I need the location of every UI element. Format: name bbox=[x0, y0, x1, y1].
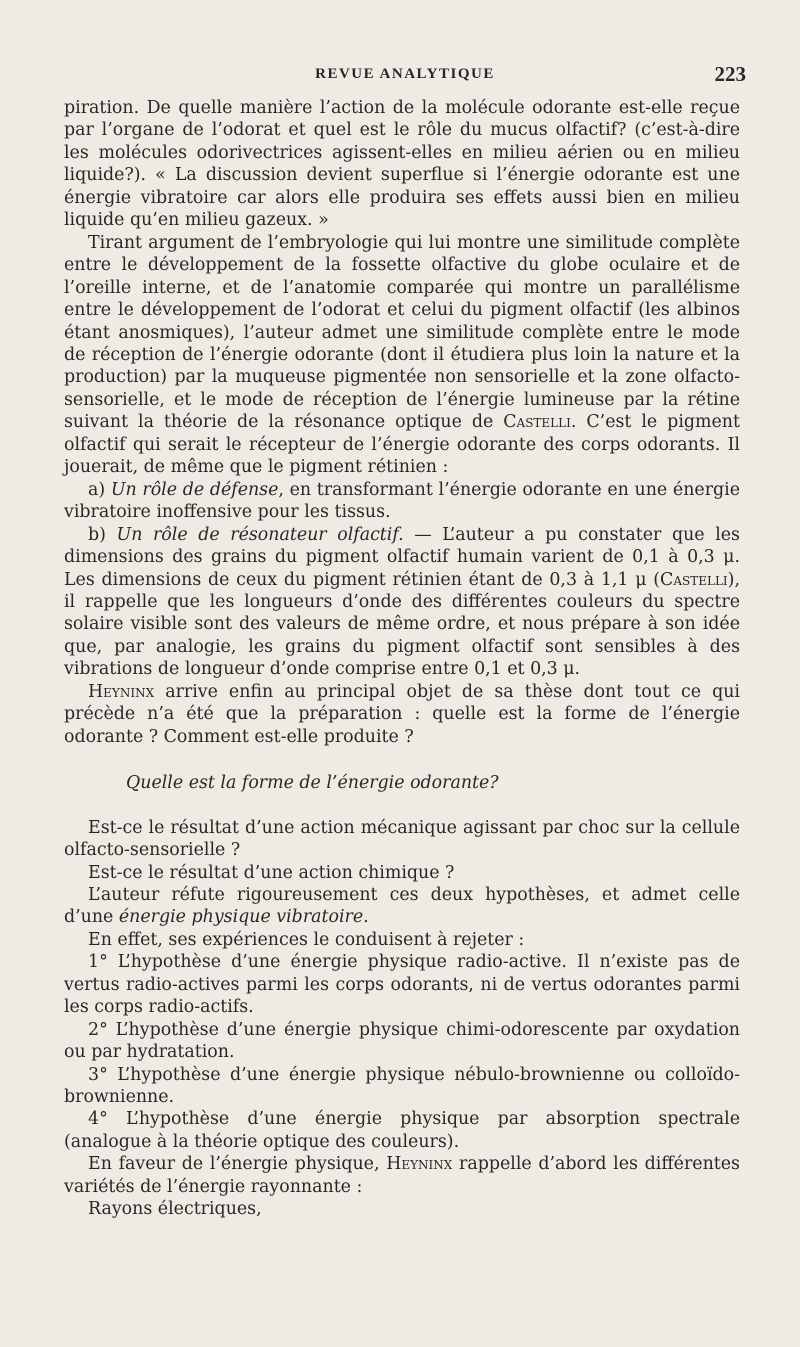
hypothesis-4: 4° L’hypothèse d’une énergie physique par absorption spectrale (analogue à la théorie optique des couleurs). bbox=[64, 1109, 740, 1152]
paragraph-text: — L’auteur a pu constater que les dimensions des grains du pigment olfactif humain varient de 0,1 à 0,3 μ. Les dimensions de ceux du pigment rétinien étant de 0,3 à 1,1 μ ( bbox=[64, 524, 740, 590]
italic-term: énergie physique vibratoire. bbox=[118, 907, 369, 928]
paragraph-text: , en transformant l’énergie odorante en une énergie vibratoire inoffensive pour les tissus. bbox=[64, 479, 740, 523]
list-label: a) bbox=[88, 479, 111, 500]
paragraph-text: . C’est le pigment olfactif qui serait le récepteur de l’énergie odorante des corps odorants. Il jouerait, de même que le pigment rétinien : bbox=[64, 412, 740, 478]
paragraph-continuation: piration. De quelle manière l’action de la molécule odorante est-elle reçue par l’organe de l’odorat et quel est le rôle du mucus olfactif? (c’est-à-dire les molécules odorivectrices agissent-elles en milieu aérien ou en milieu liquide?). « La discussion devient superflue si l’énergie odorante est une énergie vibratoire car alors elle produira ses effets aussi bien en milieu liquide qu’en milieu gazeux. » bbox=[64, 98, 740, 231]
paragraph-question-mechanical: Est-ce le résultat d’une action mécanique agissant par choc sur la cellule olfacto-sensorielle ? bbox=[64, 817, 740, 861]
hypothesis-2: 2° L’hypothèse d’une énergie physique chimi-odorescente par oxydation ou par hydratation. bbox=[64, 1019, 740, 1063]
page-number: 223 bbox=[714, 62, 746, 86]
paragraph-text: arrive enfin au principal objet de sa thèse dont tout ce qui précède n’a été que la préparation : quelle est la forme de l’énergie odorante ? Comment est-elle produite ? bbox=[64, 681, 740, 747]
page-header bbox=[64, 62, 746, 88]
body-text bbox=[64, 97, 740, 1221]
paragraph-role-b bbox=[64, 524, 740, 681]
section-heading: Quelle est la forme de l’énergie odorante? bbox=[126, 773, 499, 794]
paragraph-question-chemical: Est-ce le résultat d’une action chimique ? bbox=[88, 862, 455, 883]
paragraph-experiments: En effet, ses expériences le conduisent à rejeter : bbox=[88, 929, 525, 950]
author-name: Castelli bbox=[660, 569, 728, 590]
author-name: Heyninx bbox=[386, 1154, 453, 1175]
paragraph-text: ), il rappelle que les longueurs d’onde des différentes couleurs du spectre solaire visible sont des valeurs de même ordre, et nous prépare à son idée que, par analogie, les grains du pigment olfactif sont sensibles à des vibrations de longueur d’onde comprise entre 0,1 et 0,3 μ. bbox=[64, 569, 740, 680]
list-item-electric-rays: Rayons électriques, bbox=[88, 1199, 262, 1220]
paragraph-text: L’auteur réfute rigoureusement ces deux hypothèses, et admet celle d’une bbox=[64, 884, 740, 928]
paragraph-thesis bbox=[64, 681, 740, 748]
paragraph-text: Tirant argument de l’embryologie qui lui montre une similitude complète entre le développement de la fossette olfactive du globe oculaire et de l’oreille interne, et de l’anatomie comparée qui montre un parallélisme entre le développement de l’odorat et celui du pigment olfactif (les albinos étant anosmiques), l’auteur admet une similitude complète entre le mode de réception de l’énergie odorante (dont il étudiera plus loin la nature et la production) par la muqueuse pigmentée non sensorielle et la zone olfacto-sensorielle, et le mode de réception de l’énergie lumineuse par la rétine suivant la théorie de la résonance optique de bbox=[64, 232, 740, 433]
paragraph-text: En faveur de l’énergie physique, bbox=[88, 1154, 387, 1175]
paragraph-radiant-energy bbox=[64, 1153, 740, 1198]
paragraph-role-a bbox=[64, 479, 740, 524]
hypothesis-3: 3° L’hypothèse d’une énergie physique nébulo-brownienne ou colloïdo-brownienne. bbox=[64, 1064, 740, 1108]
paragraph-refutation bbox=[64, 884, 740, 929]
paragraph-embryology bbox=[64, 232, 740, 479]
hypothesis-1: 1° L’hypothèse d’une énergie physique radio-active. Il n’existe pas de vertus radio-actives parmi les corps odorants, ni de vertus odorantes parmi les corps radio-actifs. bbox=[64, 952, 740, 1018]
italic-term: Un rôle de résonateur olfactif. bbox=[116, 524, 404, 545]
paragraph-text: rappelle d’abord les différentes variétés de l’énergie rayonnante : bbox=[64, 1154, 740, 1197]
list-label: b) bbox=[88, 524, 117, 545]
author-name: Castelli bbox=[503, 412, 571, 433]
author-name: Heyninx bbox=[88, 681, 155, 702]
running-head: REVUE ANALYTIQUE bbox=[315, 66, 495, 82]
italic-term: Un rôle de défense bbox=[110, 479, 279, 500]
